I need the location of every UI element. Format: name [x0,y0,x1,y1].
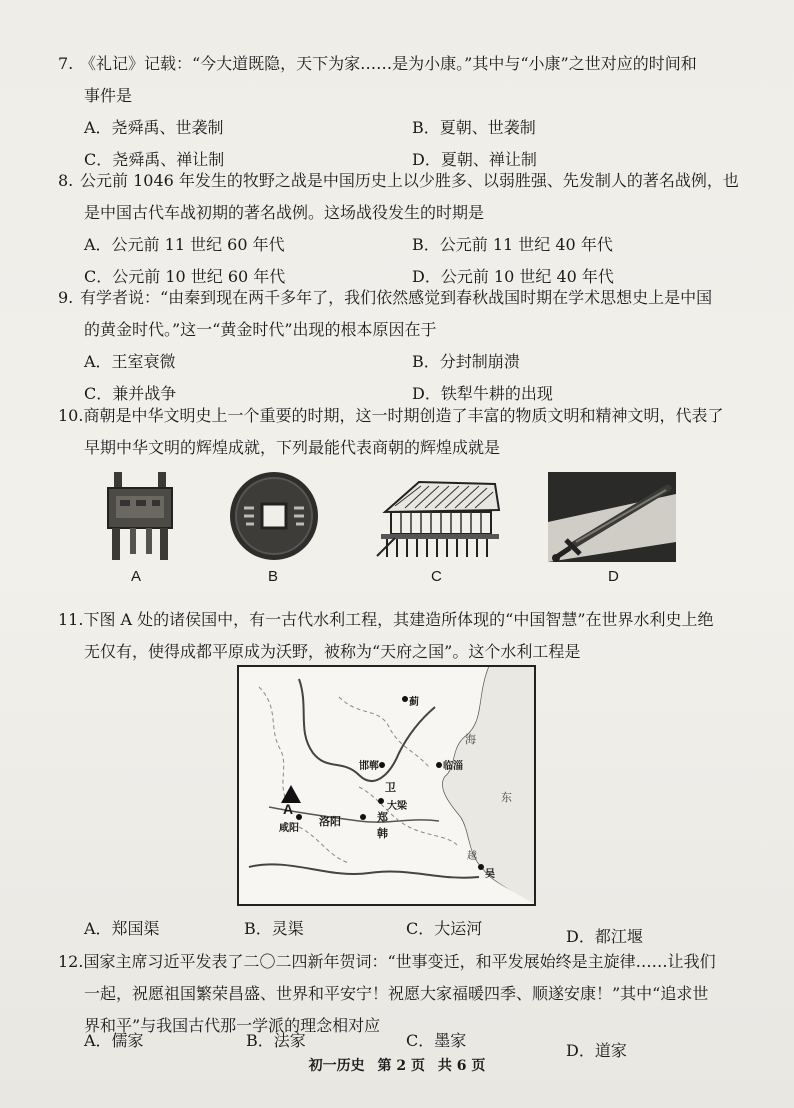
map-label-han: 韩 [377,827,388,840]
option-c[interactable]: C．兼并战争 [84,384,177,403]
question-12-stem: 12.国家主席习近平发表了二〇二四新年贺词：“世事变迁，和平发展始终是主旋律……让我们 [58,952,716,971]
map-label-wei: 卫 [385,781,396,794]
question-12: 12.国家主席习近平发表了二〇二四新年贺词：“世事变迁，和平发展始终是主旋律……让我们 一起，祝愿祖国繁荣昌盛、世界和平安宁！祝愿大家福暖四季、顺遂安康！”其中“追求世 界和平”与我国古代那一学派的理念相对应 [58,946,748,1042]
map-label-river2: 海 [465,733,476,746]
option-c[interactable]: C．墨家 [406,1031,467,1050]
picture-c-stilt-house[interactable] [375,478,503,564]
picture-a-bronze-ding[interactable] [100,470,180,566]
map-label-xianyang: 咸阳 [279,823,299,834]
footer-page: 第 2 页 [377,1058,425,1074]
question-9-stem: 9. 有学者说：“由秦到现在两千多年了，我们依然感觉到春秋战国时期在学术思想史上是中国 [58,288,713,307]
question-10-stem: 10.商朝是中华文明史上一个重要的时期，这一时期创造了丰富的物质文明和精神文明，代表了 [58,406,724,425]
city-daliang-dot [378,798,384,804]
map-label-wu: 吴 [485,869,495,880]
map-label-ji: 蓟 [409,697,419,708]
footer-subject: 初一历史 [308,1058,365,1074]
option-d[interactable]: D．道家 [566,1041,627,1060]
map-label-daliang: 大梁 [387,801,407,812]
option-c[interactable]: C．大运河 [406,919,483,938]
question-8: 8. 公元前 1046 年发生的牧野之战是中国历史上以少胜多、以弱胜强、先发制人的著名战例，也 是中国古代车战初期的著名战例。这场战役发生的时期是 A．公元前 11 世纪 60 年代 B．公元前 11 世纪 40 年代 C．公元前 10 世纪 60 年代 D．公元前 10 世纪 40 年代 [58,165,748,293]
map-label-handan: 邯郸 [359,761,379,772]
option-a[interactable]: A．郑国渠 [84,919,160,938]
picture-b-coin[interactable] [228,470,320,566]
picture-label-b: B [268,568,279,585]
question-12-options [84,1028,734,1060]
page-footer [0,1055,794,1075]
sword-icon [548,472,676,562]
warring-states-map [237,665,536,906]
option-a[interactable]: A．王室衰微 [84,352,176,371]
bronze-ding-icon [100,470,180,562]
footer-total: 共 6 页 [437,1058,486,1074]
question-8-stem: 8. 公元前 1046 年发生的牧野之战是中国历史上以少胜多、以弱胜强、先发制人的著名战例，也 [58,171,739,190]
option-b[interactable]: B．分封制崩溃 [412,352,520,371]
picture-label-c: C [431,568,442,585]
city-ji-dot [402,696,408,702]
stilt-house-icon [375,478,503,560]
option-c[interactable]: C．公元前 10 世纪 60 年代 [84,267,286,286]
map-label-luoyang: 洛阳 [319,815,341,828]
city-luoyang-dot [360,814,366,820]
city-linzi-dot [436,762,442,768]
question-number: 7. [58,54,74,73]
question-7: 7. 《礼记》记载：“今大道既隐，天下为家……是为小康。”其中与“小康”之世对应的时间和 事件是 A．尧舜禹、世袭制 B．夏朝、世袭制 C．尧舜禹、禅让制 D．夏朝、禅让制 [58,48,748,176]
option-d[interactable]: D．公元前 10 世纪 40 年代 [412,267,614,286]
question-10-pictures [95,470,695,595]
question-10: 10.商朝是中华文明史上一个重要的时期，这一时期创造了丰富的物质文明和精神文明，代表了 早期中华文明的辉煌成就，下列最能代表商朝的辉煌成就是 [58,400,748,464]
option-d[interactable]: D．夏朝、禅让制 [412,150,537,169]
picture-label-a: A [131,568,142,585]
option-b[interactable]: B．公元前 11 世纪 40 年代 [412,235,613,254]
option-a[interactable]: A．儒家 [84,1031,144,1050]
option-b[interactable]: B．夏朝、世袭制 [412,118,536,137]
option-b[interactable]: B．灵渠 [244,919,304,938]
option-a[interactable]: A．尧舜禹、世袭制 [84,118,224,137]
option-b[interactable]: B．法家 [246,1031,306,1050]
picture-label-d: D [608,568,619,585]
map-label-linzi: 临淄 [443,761,463,772]
question-9: 9. 有学者说：“由秦到现在两千多年了，我们依然感觉到春秋战国时期在学术思想史上是中国 的黄金时代。”这一“黄金时代”出现的根本原因在于 A．王室衰微 B．分封制崩溃 C．兼并战争 D．铁犁牛耕的出现 [58,282,748,410]
option-a[interactable]: A．公元前 11 世纪 60 年代 [84,235,285,254]
question-11: 11.下图 A 处的诸侯国中，有一古代水利工程，其建造所体现的“中国智慧”在世界水利史上绝 无仅有，使得成都平原成为沃野，被称为“天府之国”。这个水利工程是 [58,604,748,668]
question-11-stem: 11.下图 A 处的诸侯国中，有一古代水利工程，其建造所体现的“中国智慧”在世界水利史上绝 [58,610,714,629]
coin-icon [228,470,320,562]
picture-d-sword[interactable] [548,472,676,566]
city-handan-dot [379,762,385,768]
option-c[interactable]: C．尧舜禹、禅让制 [84,150,225,169]
map-label-yue: 越 [467,851,477,862]
option-d[interactable]: D．铁犁牛耕的出现 [412,384,553,403]
question-7-stem: 7. 《礼记》记载：“今大道既隐，天下为家……是为小康。”其中与“小康”之世对应的时间和 [58,48,748,80]
option-d[interactable]: D．都江堰 [566,927,643,946]
question-11-options [84,916,734,944]
map-label-zheng: 郑 [377,811,388,824]
city-wu-dot [478,864,484,870]
map-label-river1: 东 [501,791,512,804]
map-label-a: A [283,801,294,817]
